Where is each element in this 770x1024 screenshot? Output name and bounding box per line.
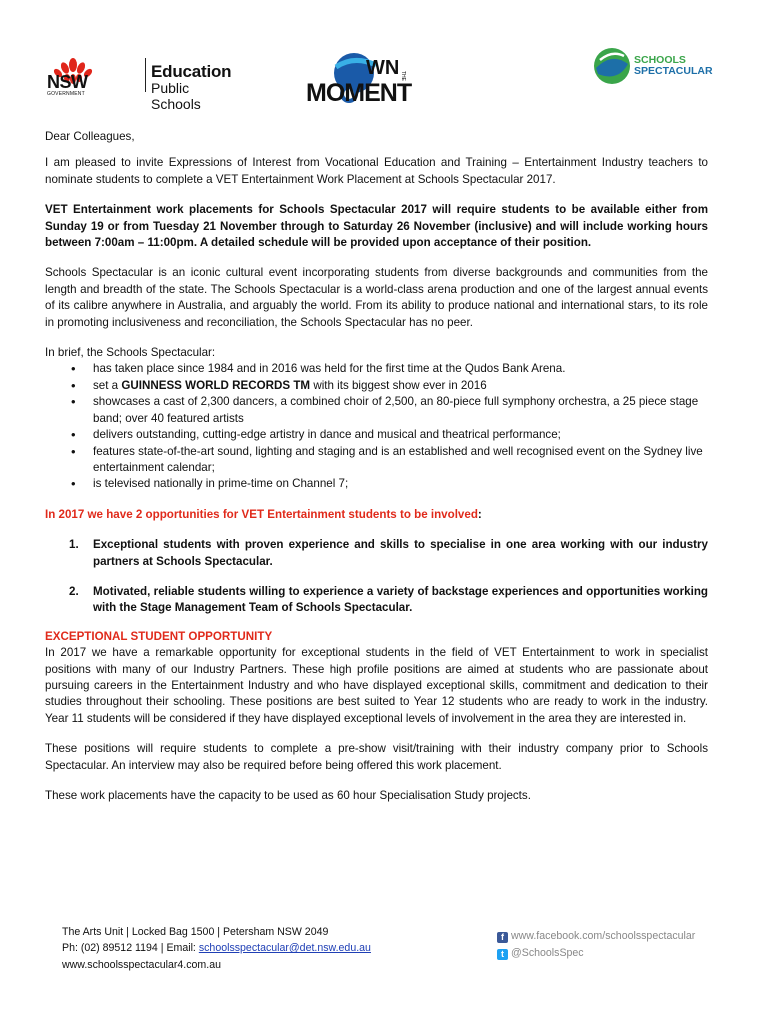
footer-address: The Arts Unit | Locked Bag 1500 | Petersham NSW 2049 xyxy=(62,926,329,938)
education-label: Education xyxy=(151,62,232,81)
study-projects-paragraph: These work placements have the capacity to be used as 60 hour Specialisation Study projects. xyxy=(45,789,531,802)
guinness-record-label: GUINNESS WORLD RECORDS TM xyxy=(121,378,311,392)
list-item: • is televised nationally in prime-time on Channel 7; xyxy=(93,476,708,492)
twitter-link[interactable]: t @SchoolsSpec xyxy=(497,945,695,962)
list-item xyxy=(93,378,708,394)
letter-body xyxy=(45,129,708,804)
footer-phone-email: Ph: (02) 89512 1194 | Email: schoolsspectacular@det.nsw.edu.au xyxy=(62,942,371,955)
list-item-text: with its biggest show ever in 2016 xyxy=(310,378,487,392)
ss-logo-schools: SCHOOLS xyxy=(634,54,686,66)
schools-spectacular-swirl-icon xyxy=(592,40,632,92)
own-the-moment-logo xyxy=(302,47,449,117)
list-item: • has taken place since 1984 and in 2016 was held for the first time at the Qudos Bank Arena. xyxy=(93,361,708,377)
exceptional-paragraph: In 2017 we have a remarkable opportunity for exceptional students in the field of VET Entertainment to work in specialist positions with many of our Industry Partners. These high profile positions are aimed at students who are passionate about pursuing careers in the Entertainment Industry and who have displayed exceptional skills, commitment and dedication to their studies throughout their schooling. These positions are best suited to Year 12 students who are ready to work in the industry. Year 11 students will be considered if they have displayed exceptional levels of involvement in the area they are interested in. xyxy=(45,646,708,725)
brief-intro: In brief, the Schools Spectacular: xyxy=(45,346,216,360)
footer-website[interactable]: www.schoolsspectacular4.com.au xyxy=(62,958,221,971)
own-logo-wn: WN xyxy=(366,57,400,79)
greeting: Dear Colleagues, xyxy=(45,130,135,143)
opportunities-list xyxy=(45,537,708,617)
facebook-link[interactable]: f www.facebook.com/schoolsspectacular xyxy=(497,928,695,945)
footer-social xyxy=(497,928,695,962)
exceptional-heading: EXCEPTIONAL STUDENT OPPORTUNITY xyxy=(45,629,273,643)
list-item: • showcases a cast of 2,300 dancers, a combined choir of 2,500, an 80-piece full symphony orchestra, a 25 piece stage band; over 40 featured artists xyxy=(93,394,708,427)
logo-divider xyxy=(145,58,146,92)
schools-spectacular-logo xyxy=(592,40,712,92)
list-item: • delivers outstanding, cutting-edge artistry in dance and musical and theatrical performance; xyxy=(93,427,708,443)
nsw-education-logo xyxy=(45,44,235,112)
public-schools-label: Public Schools xyxy=(151,80,201,112)
about-paragraph: Schools Spectacular is an iconic cultural event incorporating students from diverse backgrounds and communities from the length and breadth of the state. The Schools Spectacular is a world-class arena production and one of the largest annual events of its calibre anywhere in Australia, and arguably the world. From its ability to produce national and international stars, to its role in promoting inclusiveness and reconciliation, the Schools Spectacular has no peer. xyxy=(45,266,708,329)
list-item-text: set a xyxy=(93,378,122,392)
footer-contact xyxy=(62,924,371,973)
own-logo-the: THE xyxy=(400,71,406,81)
nsw-government-label: GOVERNMENT xyxy=(47,91,85,97)
opportunity-item: 2. Motivated, reliable students willing to experience a variety of backstage experiences and opportunities working with the Stage Management Team of Schools Spectacular. xyxy=(69,584,708,615)
own-logo-moment: MOMENT xyxy=(306,79,412,107)
list-item: • features state-of-the-art sound, lighting and staging and is an established and well recognised event on the Sydney live entertainment calendar; xyxy=(93,444,708,477)
opportunities-heading: In 2017 we have 2 opportunities for VET Entertainment students to be involved: xyxy=(45,507,482,521)
ss-logo-spectacular: SPECTACULAR xyxy=(634,65,713,77)
opportunity-item: 1. Exceptional students with proven experience and skills to specialise in one area working with our industry partners at Schools Spectacular. xyxy=(69,538,708,568)
availability-paragraph: VET Entertainment work placements for Schools Spectacular 2017 will require students to be available either from Sunday 19 or from Tuesday 21 November through to Saturday 26 November (inclusive) and will include working hours between 7:00am – 11:00pm. A detailed schedule will be provided upon acceptance of their position. xyxy=(45,203,708,250)
facebook-icon: f xyxy=(497,932,508,943)
intro-paragraph: I am pleased to invite Expressions of Interest from Vocational Education and Training – Entertainment Industry teachers to nominate students to complete a VET Entertainment Work Placement at Schools Spectacular 2017. xyxy=(45,156,708,186)
requirements-paragraph: These positions will require students to complete a pre-show visit/training with their industry company prior to Schools Spectacular. An interview may also be required before being offered this work placement. xyxy=(45,742,708,772)
nsw-wordmark: NSW xyxy=(47,72,88,92)
highlights-list xyxy=(45,361,708,492)
email-link[interactable]: schoolsspectacular@det.nsw.edu.au xyxy=(198,942,371,955)
own-the-moment-graphic xyxy=(302,47,449,117)
twitter-icon: t xyxy=(497,949,508,960)
